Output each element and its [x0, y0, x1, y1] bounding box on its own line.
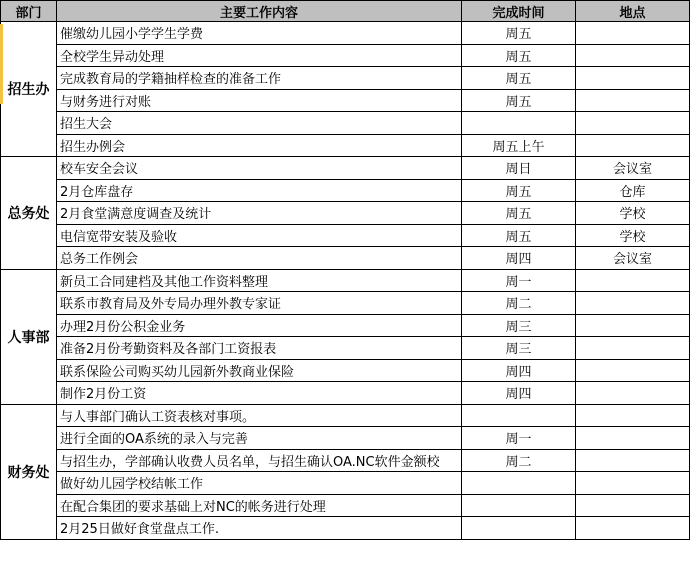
task-cell[interactable]: 全校学生异动处理 — [57, 44, 462, 67]
table-row — [1, 22, 690, 45]
place-cell[interactable] — [576, 314, 690, 337]
time-cell[interactable]: 周二 — [462, 449, 576, 472]
task-cell[interactable]: 总务工作例会 — [57, 247, 462, 270]
time-cell[interactable]: 周四 — [462, 382, 576, 405]
place-cell[interactable] — [576, 404, 690, 427]
task-cell[interactable]: 办理2月份公积金业务 — [57, 314, 462, 337]
table-row — [1, 517, 690, 540]
header-row — [1, 1, 690, 22]
task-cell[interactable]: 与财务进行对账 — [57, 89, 462, 112]
place-cell[interactable]: 会议室 — [576, 247, 690, 270]
place-cell[interactable] — [576, 67, 690, 90]
task-cell[interactable]: 与人事部门确认工资表核对事项。 — [57, 404, 462, 427]
dept-cell[interactable]: 总务处 — [1, 157, 57, 270]
time-cell[interactable]: 周二 — [462, 292, 576, 315]
task-cell[interactable]: 新员工合同建档及其他工作资料整理 — [57, 269, 462, 292]
table-row — [1, 427, 690, 450]
table-row — [1, 44, 690, 67]
task-cell[interactable]: 招生办例会 — [57, 134, 462, 157]
task-cell[interactable]: 催缴幼儿园小学学生学费 — [57, 22, 462, 45]
time-cell[interactable]: 周三 — [462, 337, 576, 360]
task-cell[interactable]: 完成教育局的学籍抽样检查的准备工作 — [57, 67, 462, 90]
time-cell[interactable] — [462, 112, 576, 135]
task-cell[interactable]: 电信宽带安装及验收 — [57, 224, 462, 247]
task-cell[interactable]: 2月25日做好食堂盘点工作. — [57, 517, 462, 540]
place-cell[interactable] — [576, 89, 690, 112]
task-cell[interactable]: 2月仓库盘存 — [57, 179, 462, 202]
dept-cell[interactable]: 人事部 — [1, 269, 57, 404]
header-task[interactable]: 主要工作内容 — [57, 1, 462, 22]
table-row — [1, 449, 690, 472]
place-cell[interactable] — [576, 382, 690, 405]
time-cell[interactable]: 周五 — [462, 67, 576, 90]
table-row — [1, 269, 690, 292]
time-cell[interactable]: 周五 — [462, 22, 576, 45]
task-cell[interactable]: 制作2月份工资 — [57, 382, 462, 405]
task-cell[interactable]: 进行全面的OA系统的录入与完善 — [57, 427, 462, 450]
time-cell[interactable]: 周五 — [462, 179, 576, 202]
dept-cell[interactable]: 招生办 — [1, 22, 57, 157]
table-row — [1, 314, 690, 337]
task-cell[interactable]: 在配合集团的要求基础上对NC的帐务进行处理 — [57, 494, 462, 517]
time-cell[interactable]: 周日 — [462, 157, 576, 180]
table-row — [1, 67, 690, 90]
task-cell[interactable]: 招生大会 — [57, 112, 462, 135]
table-row — [1, 337, 690, 360]
place-cell[interactable] — [576, 494, 690, 517]
time-cell[interactable]: 周四 — [462, 247, 576, 270]
place-cell[interactable] — [576, 112, 690, 135]
place-cell[interactable] — [576, 427, 690, 450]
table-row — [1, 359, 690, 382]
table-row — [1, 382, 690, 405]
place-cell[interactable] — [576, 359, 690, 382]
place-cell[interactable] — [576, 472, 690, 495]
place-cell[interactable] — [576, 292, 690, 315]
time-cell[interactable]: 周五上午 — [462, 134, 576, 157]
dept-cell[interactable]: 财务处 — [1, 404, 57, 539]
table-row — [1, 404, 690, 427]
table-row — [1, 179, 690, 202]
header-time[interactable]: 完成时间 — [462, 1, 576, 22]
place-cell[interactable] — [576, 22, 690, 45]
time-cell[interactable]: 周五 — [462, 202, 576, 225]
table-row — [1, 224, 690, 247]
time-cell[interactable]: 周一 — [462, 269, 576, 292]
place-cell[interactable] — [576, 269, 690, 292]
header-dept[interactable]: 部门 — [1, 1, 57, 22]
time-cell[interactable]: 周三 — [462, 314, 576, 337]
time-cell[interactable]: 周四 — [462, 359, 576, 382]
place-cell[interactable]: 会议室 — [576, 157, 690, 180]
task-cell[interactable]: 校车安全会议 — [57, 157, 462, 180]
place-cell[interactable]: 学校 — [576, 224, 690, 247]
task-cell[interactable]: 与招生办，学部确认收费人员名单，与招生确认OA.NC软件金额校 — [57, 449, 462, 472]
place-cell[interactable]: 仓库 — [576, 179, 690, 202]
table-row — [1, 202, 690, 225]
time-cell[interactable] — [462, 472, 576, 495]
place-cell[interactable] — [576, 517, 690, 540]
place-cell[interactable] — [576, 44, 690, 67]
task-cell[interactable]: 2月食堂满意度调查及统计 — [57, 202, 462, 225]
table-body — [1, 22, 690, 540]
time-cell[interactable]: 周一 — [462, 427, 576, 450]
task-cell[interactable]: 准备2月份考勤资料及各部门工资报表 — [57, 337, 462, 360]
task-cell[interactable]: 做好幼儿园学校结帐工作 — [57, 472, 462, 495]
time-cell[interactable] — [462, 404, 576, 427]
table-row — [1, 472, 690, 495]
table-row — [1, 112, 690, 135]
table-row — [1, 89, 690, 112]
table-row — [1, 247, 690, 270]
place-cell[interactable]: 学校 — [576, 202, 690, 225]
header-place[interactable]: 地点 — [576, 1, 690, 22]
table-row — [1, 157, 690, 180]
table-row — [1, 134, 690, 157]
time-cell[interactable]: 周五 — [462, 44, 576, 67]
table-row — [1, 292, 690, 315]
time-cell[interactable] — [462, 517, 576, 540]
table-row — [1, 494, 690, 517]
task-cell[interactable]: 联系市教育局及外专局办理外教专家证 — [57, 292, 462, 315]
time-cell[interactable]: 周五 — [462, 224, 576, 247]
time-cell[interactable]: 周五 — [462, 89, 576, 112]
place-cell[interactable] — [576, 449, 690, 472]
time-cell[interactable] — [462, 494, 576, 517]
task-cell[interactable]: 联系保险公司购买幼儿园新外教商业保险 — [57, 359, 462, 382]
place-cell[interactable] — [576, 134, 690, 157]
place-cell[interactable] — [576, 337, 690, 360]
selection-accent — [0, 24, 3, 104]
